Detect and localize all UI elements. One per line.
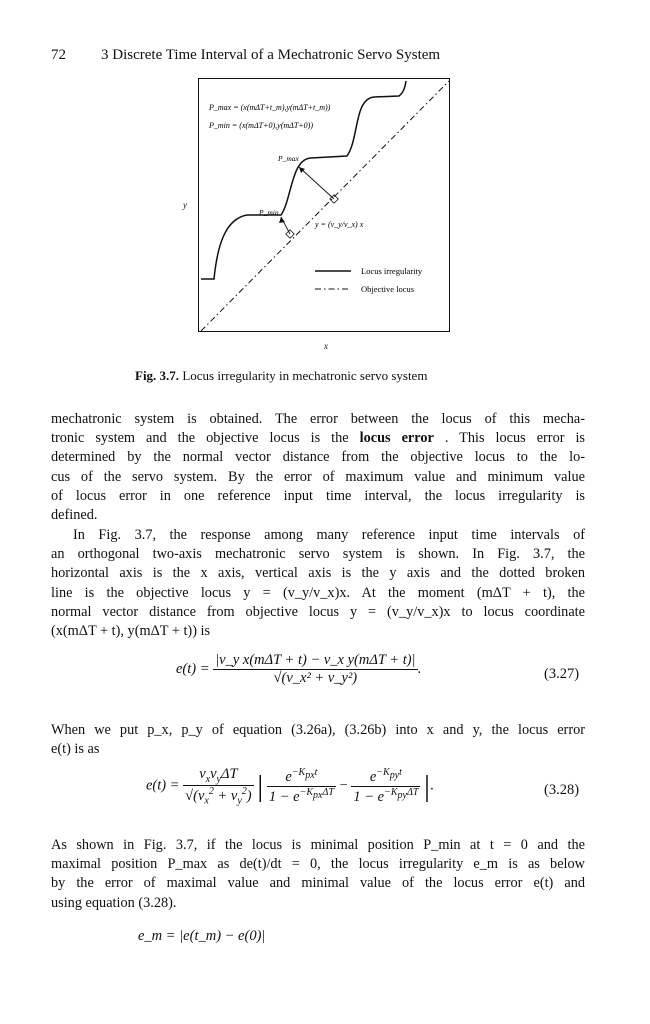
para1-line: mechatronic system is obtained. The error between the locus of this mecha- — [51, 411, 585, 427]
pmin-label: P_min — [259, 208, 279, 217]
para2-line: In Fig. 3.7, the response among many reference input time intervals of — [73, 527, 585, 543]
pmax-definition: P_max = (x(mΔT+t_m),y(mΔT+t_m)) — [209, 103, 331, 112]
para3-line: When we put p_x, p_y of equation (3.26a), (3.26b) into x and y, the locus error — [51, 722, 585, 738]
caption-text: Locus irregularity in mechatronic servo system — [182, 368, 428, 383]
eq327-denominator: √(v_x² + v_y²) — [273, 670, 358, 686]
x-axis-label: x — [324, 341, 328, 351]
y-axis-label: y — [183, 200, 187, 210]
legend-solid-label: Locus irregularity — [361, 266, 423, 276]
caption-label: Fig. 3.7. — [135, 368, 180, 383]
legend-dashed-label: Objective locus — [361, 284, 415, 294]
paragraph-3 — [51, 721, 585, 759]
para2-line: line is the objective locus y = (v_y/v_x)x. At the moment (mΔT + t), the — [51, 584, 585, 601]
figure-3-7 — [198, 78, 450, 332]
eq327-number: (3.27) — [544, 666, 580, 682]
paragraph-1 — [51, 410, 585, 525]
para4-line: maximal position P_max as de(t)/dt = 0, the locus irregularity e_m is as below — [51, 856, 585, 873]
para1-line: of locus error in one reference input time interval, the locus irregularity is — [51, 487, 585, 504]
page-number: 72 — [51, 47, 66, 63]
para2-line: (x(mΔT + t), y(mΔT + t)) is — [51, 622, 211, 639]
pmax-label: P_max — [278, 154, 299, 163]
paragraph-2 — [51, 526, 585, 641]
para1-line: cus of the servo system. By the error of maximum value and minimum value — [51, 468, 585, 485]
para2-line: horizontal axis is the x axis, vertical axis is the y axis and the dotted broken — [51, 565, 585, 582]
para4-line: As shown in Fig. 3.7, if the locus is minimal position P_min at t = 0 and the — [51, 837, 585, 853]
equation-3-27: e(t) = $\frac{\text{|v\_y x(mΔT + t) − v\_x y(mΔT + t)|}}{\text{√(v\_x² + v\_y²)}}$ . — [176, 652, 422, 686]
eq328-lhs: e(t) = — [146, 777, 180, 794]
para4-line: by the error of maximal value and minimal value of the locus error e(t) and — [51, 875, 585, 892]
para2-line: an orthogonal two-axis mechatronic servo system is shown. In Fig. 3.7, the — [51, 546, 585, 563]
figure-plot — [199, 79, 451, 333]
para4-line: using equation (3.28). — [51, 894, 177, 911]
para2-line: normal vector distance from objective locus y = (v_y/v_x)x to locus coordinate — [51, 603, 585, 620]
equation-3-28: e(t) = $\frac{v_xv_y\Delta T}{√(v_x^2 + v_y^2)}$ | $\frac{e^{-K_{px}t}}{1 - e^{-K_{px}\Delta T}}$ − $\frac{e^{-K_{py}t}}{1 - e^{-K_{py}\Delta T}}$ |. — [146, 766, 434, 807]
pmin-arrow-head — [279, 217, 285, 223]
eq327-numerator: |v_y x(mΔT + t) − v_x y(mΔT + t)| — [215, 652, 416, 668]
eq327-lhs: e(t) = — [176, 660, 210, 677]
para1-line: defined. — [51, 506, 98, 523]
eq328-number: (3.28) — [544, 782, 580, 798]
para1-line: tronic system and the objective locus is the locus error . This locus error is — [51, 430, 585, 447]
para3-line: e(t) is as — [51, 741, 100, 758]
pmax-normal-vector — [299, 167, 334, 199]
pmin-definition: P_min = (x(mΔT+0),y(mΔT+0)) — [209, 121, 314, 130]
paragraph-4 — [51, 836, 585, 913]
figure-caption — [135, 368, 427, 384]
objective-line-equation: y = (v_y/v_x) x — [315, 220, 364, 229]
para1-line: determined by the normal vector distance from the objective locus to the lo- — [51, 449, 585, 466]
equation-em: e_m = |e(t_m) − e(0)| — [138, 928, 266, 944]
running-title: 3 Discrete Time Interval of a Mechatronic Servo System — [101, 47, 441, 63]
